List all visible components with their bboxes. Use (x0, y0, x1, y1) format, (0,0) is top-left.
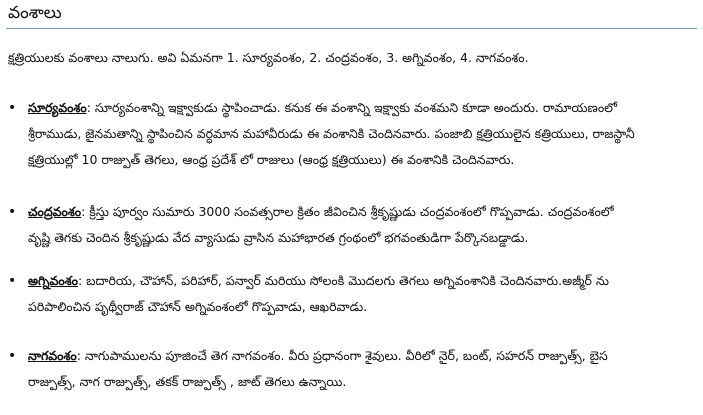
list-item-term: సూర్యవంశం (28, 100, 87, 115)
bullet-icon: • (8, 273, 17, 289)
list-item-line: శ్రీరాముడు, జైనమతాన్ని స్థాపించిన వర్ధమాన మహావీరుడు ఈ వంశానికి చెందినవారు. పంజాబి క్షత్రియులైన కత్రియులు, రాజస్థానీ (28, 126, 635, 141)
list-item-line-text: : నాగుపాములను పూజించే తెగ నాగవంశం. వీరు ప్రధానంగా శైవులు. వీరిలో నైర్, బంట్, సహరన్ రాజ్పుత్స్, బైస (76, 348, 608, 363)
list-item-text (28, 199, 696, 251)
heading-underline (6, 28, 697, 29)
list-item-line: వృష్ణి తెగకు చెందిన శ్రీకృష్ణుడు వేద వ్యాసుడు వ్రాసిన మహాభారత గ్రంథంలో భగవంతుడిగా పేర్కొనబడ్డాడు. (28, 230, 529, 245)
list-item-line-text: : క్రీస్తు పూర్వం సుమారు 3000 సంవత్సరాల క్రితం జీవించిన శ్రీకృష్ణుడు చంద్రవంశంలో గొప్పవాడు. చంద్రవంశంలో (81, 204, 614, 219)
list-item-term: అగ్నివంశం (28, 273, 78, 288)
list-item-line (28, 199, 696, 225)
list-item-line-text: : బదారియ, చౌహాన్, పరిహార్, పన్వార్ మరియు సోలంకి మొదలగు తెగలు అగ్నివంశానికి చెందినవారు.అజ్మీర్ ను (77, 273, 609, 288)
list-item-line (28, 343, 696, 369)
list-item-term: నాగవంశం (28, 348, 77, 363)
list-item-line (28, 268, 696, 294)
list-item-text (28, 343, 696, 395)
list-item-text (28, 95, 696, 173)
list-item-line (28, 95, 696, 121)
bullet-icon: • (8, 348, 17, 364)
intro-paragraph: క్షత్రియులకు వంశాలు నాలుగు. అవి ఏమనగా 1. సూర్యవంశం, 2. చంద్రవంశం, 3. అగ్నివంశం, 4. నాగవంశం. (8, 50, 529, 65)
list-item-line: రాజ్పుత్స్, నాగ రాజ్పుత్స్, తకక్ రాజ్పుత్స్ , జాట్ తెగలు ఉన్నాయి. (28, 374, 347, 389)
list-item-line-text: : సూర్యవంశాన్ని ఇక్ష్వాకుడు స్థాపించాడు. కనుక ఈ వంశాన్ని ఇక్ష్వాకు వంశమని కూడా అందురు. రామాయణంలో (86, 100, 618, 115)
bullet-icon: • (8, 100, 17, 116)
list-item-text (28, 268, 696, 320)
list-item-term: చంద్రవంశం (28, 204, 82, 219)
section-heading: వంశాలు (8, 3, 62, 23)
bullet-icon: • (8, 204, 17, 220)
list-item-line: పరిపాలించిన పృథ్వీరాజ్ చౌహాన్ అగ్నివంశంలో గొప్పవాడు, ఆఖరివాడు. (28, 299, 368, 314)
list-item-line: క్షత్రియుల్లో 10 రాజ్పుత్ తెగలు, ఆంధ్ర ప్రదేశ్ లో రాజులు (ఆంధ్ర క్షత్రియులు) ఈ వంశానికి చెందినవారు. (28, 152, 515, 167)
